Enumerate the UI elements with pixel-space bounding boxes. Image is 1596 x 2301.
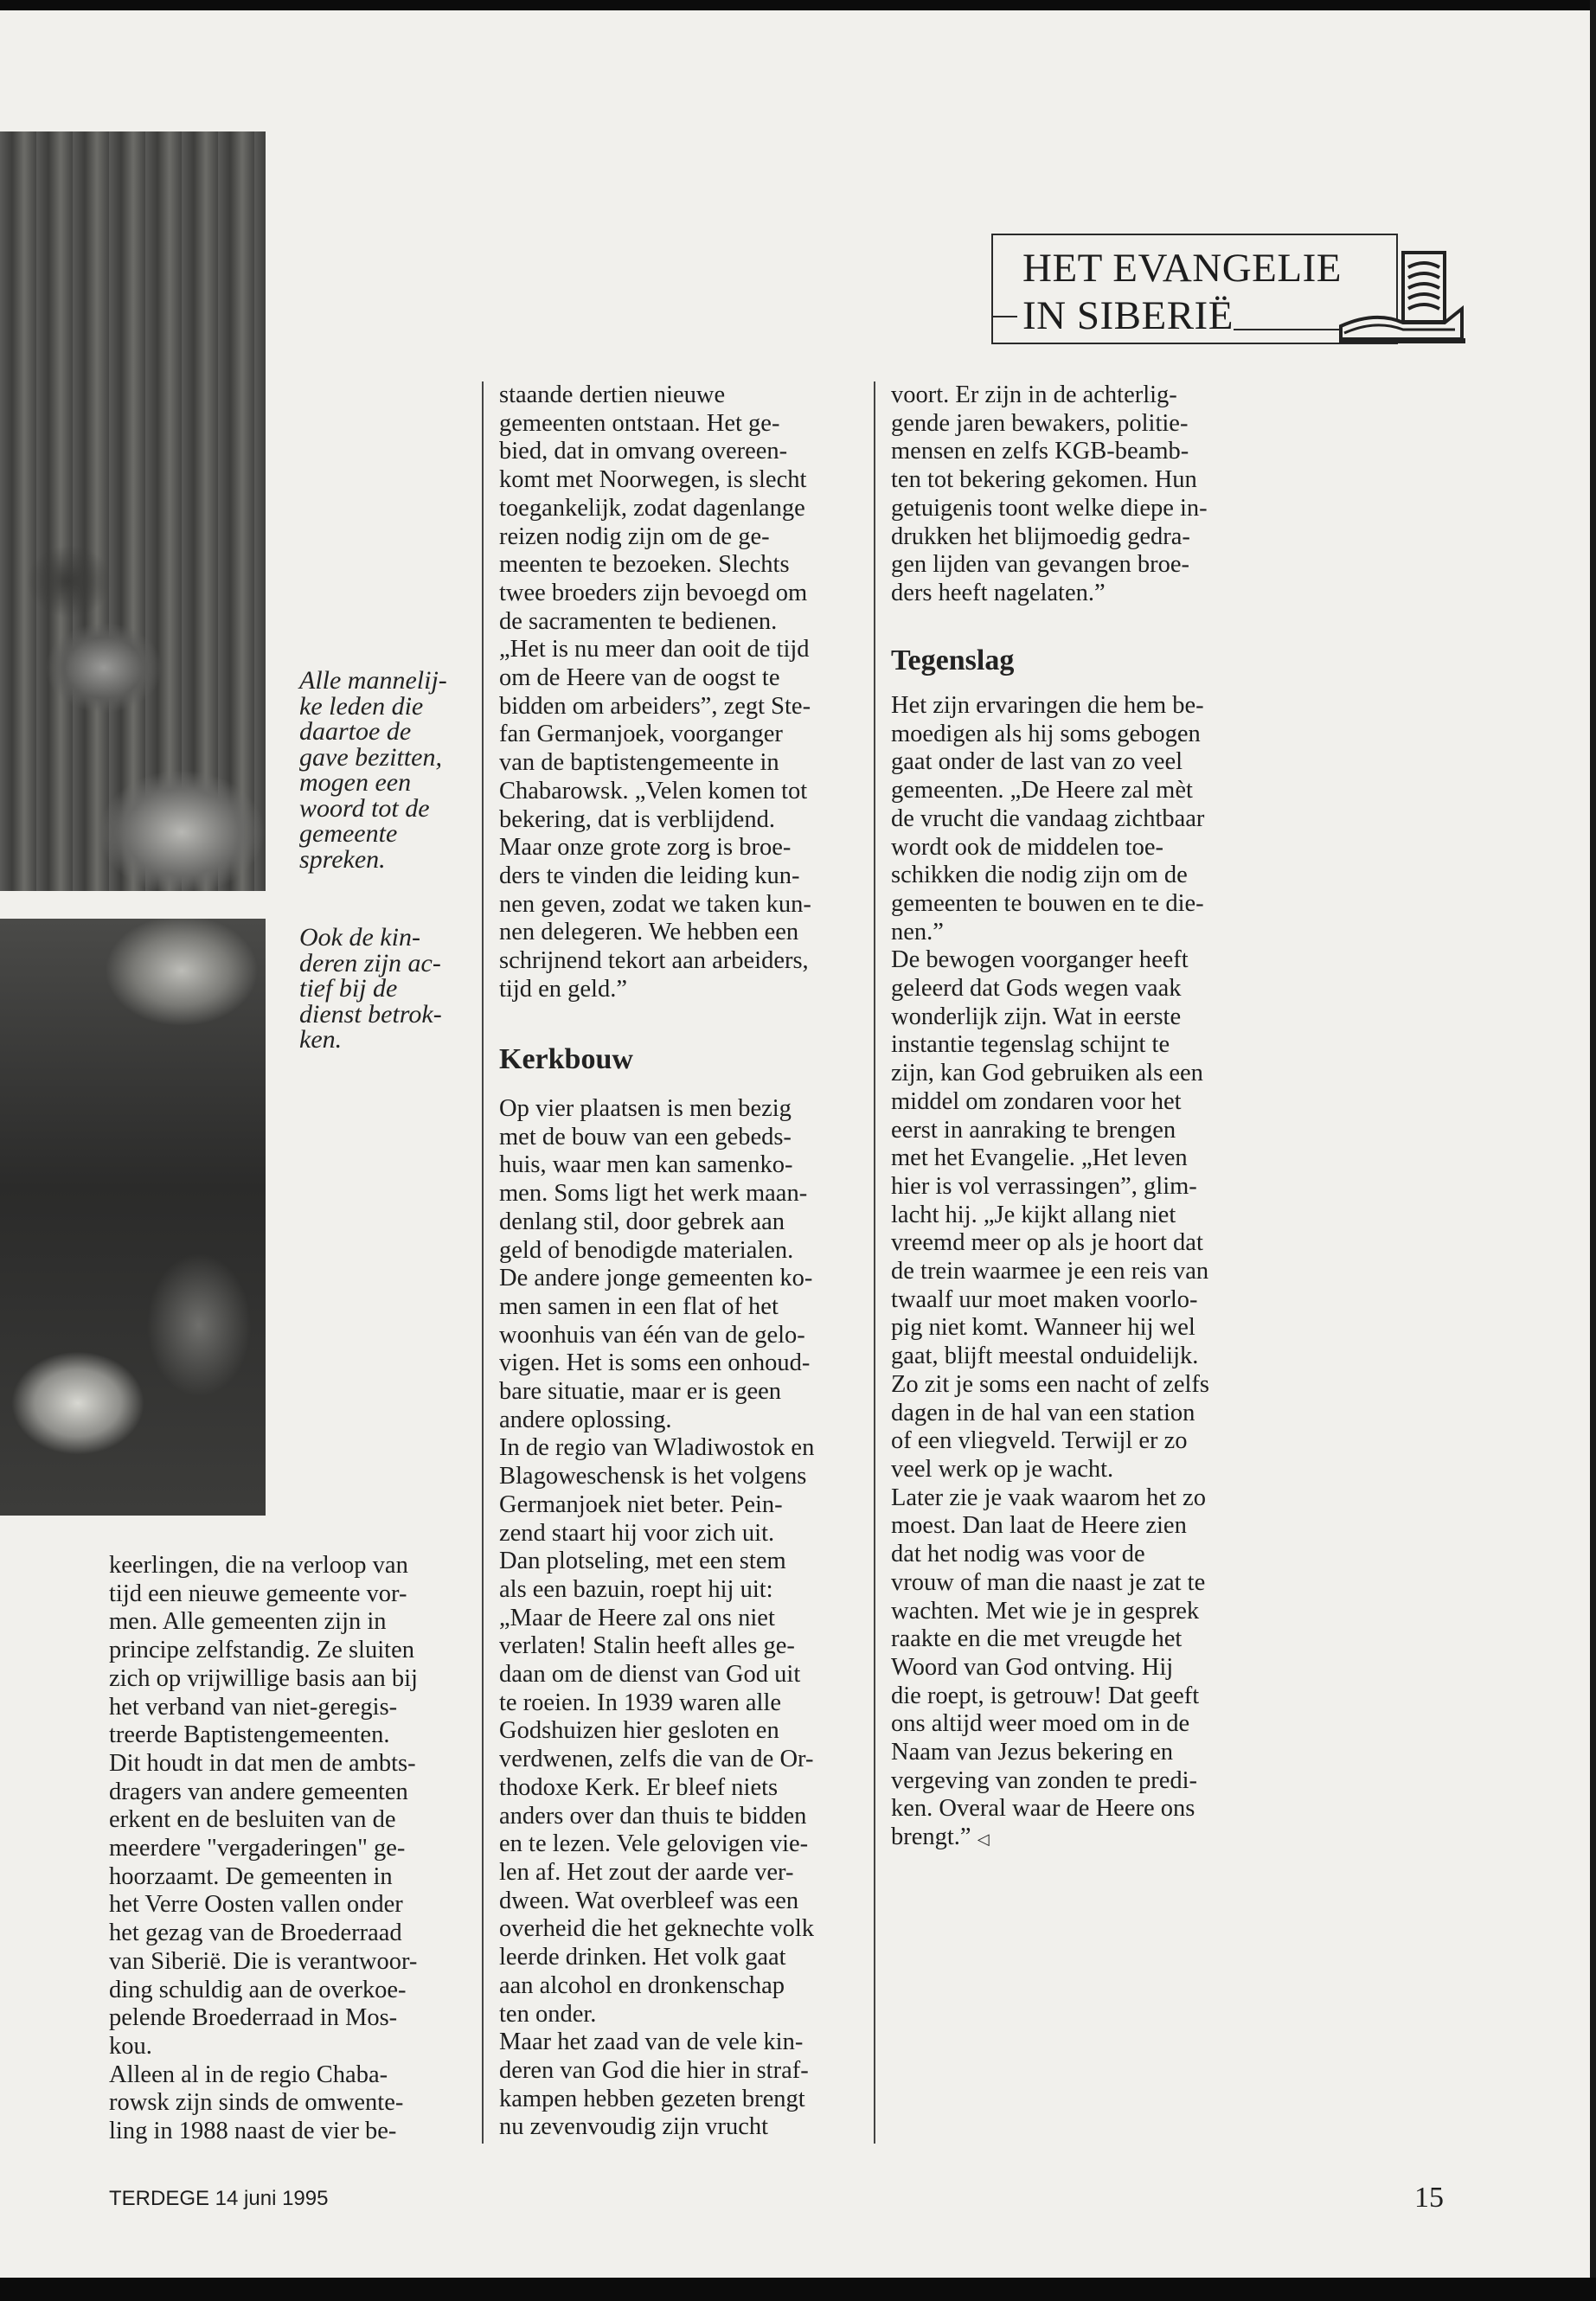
photo-caption-2: Ook de kin- deren zijn ac- tief bij de dienst betrok- ken. xyxy=(299,923,442,1054)
open-book-icon xyxy=(1332,248,1471,348)
column-rule-2 xyxy=(874,381,875,2144)
article-column-3-top: voort. Er zijn in de achterlig- gende jaren bewakers, politie- mensen en zelfs KGB-beamb- ten tot bekering gekomen. Hun getuigenis toont welke diepe in- drukken het blijmoedig gedra- gen lijden van gevangen broe- ders heeft nagelaten.” xyxy=(891,381,1208,606)
bottom-border xyxy=(0,2278,1596,2301)
photo-men-gathering xyxy=(0,131,266,891)
right-border xyxy=(1590,0,1596,2301)
article-text-end: Het zijn ervaringen die hem be- moedigen als hij soms gebogen gaat onder de last van zo veel gemeenten. „De Heere zal mèt de vrucht die vandaag zichtbaar wordt ook de middelen toe- schikken die nodig zijn om de gemeenten te bouwen en te die- nen.” De bewogen voorganger heeft geleerd dat Gods wegen vaak wonderlijk zijn. Wat in eerste instantie tegenslag schijnt te zijn, kan God gebruiken als een middel om zondaren voor het eerst in aanraking te brengen met het Evangelie. „Het leven hier is vol verrassingen”, glim- lacht hij. „Je kijkt allang niet vreemd meer op als je hoort dat de trein waarmee je een reis van twaalf uur moet maken voorlo- pig niet komt. Wanneer hij wel gaat, blijft meestal onduidelijk. Zo zit je soms een nacht of zelfs dagen in de hal van een station of een vliegveld. Terwijl er zo veel werk op je wacht. Later zie je vaak waarom het zo moest. Dan laat de Heere zien dat het nodig was voor de vrouw of man die naast je zat te wachten. Met wie je in gesprek raakte en die met vreugde het Woord van God ontving. Hij die roept, is getrouw! Dat geeft ons altijd weer moed om in de Naam van Jezus bekering en vergeving van zonden te predi- ken. Overal waar de Heere ons brengt.” xyxy=(891,692,1209,1851)
article-column-3-bottom xyxy=(891,692,1254,1854)
article-column-2-bottom: Op vier plaatsen is men bezig met de bouw van een gebeds- huis, waar men kan samenko- men. Soms ligt het werk maan- denlang stil, door gebrek aan geld of benodigde materialen. De andere jonge gemeenten ko- men samen in een flat of het woonhuis van één van de gelo- vigen. Het is soms een onhoud- bare situatie, maar er is geen andere oplossing. In de regio van Wladiwostok en Blagoweschensk is het volgens Germanjoek niet beter. Pein- zend staart hij voor zich uit. Dan plotseling, met een stem als een bazuin, roept hij uit: „Maar de Heere zal ons niet verlaten! Stalin heeft alles ge- daan om de dienst van God uit te roeien. In 1939 waren alle Godshuizen hier gesloten en verdwenen, zelfs die van de Or- thodoxe Kerk. Er bleef niets anders over dan thuis te bidden en te lezen. Vele gelovigen vie- len af. Het zout der aarde ver- dween. Wat overbleef was een overheid die het geknechte volk leerde drinken. Het volk gaat aan alcohol en dronkenschap ten onder. Maar het zaad van de vele kin- deren van God die hier in straf- kampen hebben gezeten brengt nu zevenvoudig zijn vrucht xyxy=(499,1095,815,2141)
title-rule-left xyxy=(991,316,1017,317)
section-title-line1: HET EVANGELIE xyxy=(1022,246,1342,291)
top-border xyxy=(0,0,1596,10)
article-column-1: keerlingen, die na verloop van tijd een nieuwe gemeente vor- men. Alle gemeenten zijn in principe zelfstandig. Ze sluiten zich op vrijwillige basis aan bij het verband van niet-geregis- treerde Baptistengemeenten. Dit houdt in dat men de ambts- dragers van andere gemeenten erkent en de besluiten van de meerdere "vergaderingen" ge- hoorzaamt. De gemeenten in het Verre Oosten vallen onder het gezag van de Broederraad van Siberië. Die is verantwoor- ding schuldig aan de overkoe- pelende Broederraad in Mos- kou. Alleen al in de regio Chaba- rowsk zijn sinds de omwente- ling in 1988 naast de vier be- xyxy=(109,1552,418,2145)
section-title-line2: IN SIBERIË xyxy=(1022,293,1234,338)
footer-publication: TERDEGE 14 juni 1995 xyxy=(109,2187,329,2210)
photo-children-service xyxy=(0,919,266,1516)
photo-caption-1: Alle mannelij- ke leden die daartoe de gave bezitten, mogen een woord tot de gemeente spreken. xyxy=(299,666,447,874)
subhead-kerkbouw: Kerkbouw xyxy=(499,1043,633,1075)
page-number: 15 xyxy=(1414,2182,1444,2214)
subhead-tegenslag: Tegenslag xyxy=(891,644,1015,676)
column-rule-1 xyxy=(482,381,484,2144)
end-mark-icon: ◁ xyxy=(977,1830,990,1849)
article-column-2-top: staande dertien nieuwe gemeenten ontstaan. Het ge- bied, dat in omvang overeen- komt met Noorwegen, is slecht toegankelijk, zodat dagenlange reizen nodig zijn om de ge- meenten te bezoeken. Slechts twee broeders zijn bevoegd om de sacramenten te bedienen. „Het is nu meer dan ooit de tijd om de Heere van de oogst te bidden om arbeiders”, zegt Ste- fan Germanjoek, voorganger van de baptistengemeente in Chabarowsk. „Velen komen tot bekering, dat is verblijdend. Maar onze grote zorg is broe- ders te vinden die leiding kun- nen geven, zodat we taken kun- nen delegeren. We hebben een schrijnend tekort aan arbeiders, tijd en geld.” xyxy=(499,381,811,1003)
